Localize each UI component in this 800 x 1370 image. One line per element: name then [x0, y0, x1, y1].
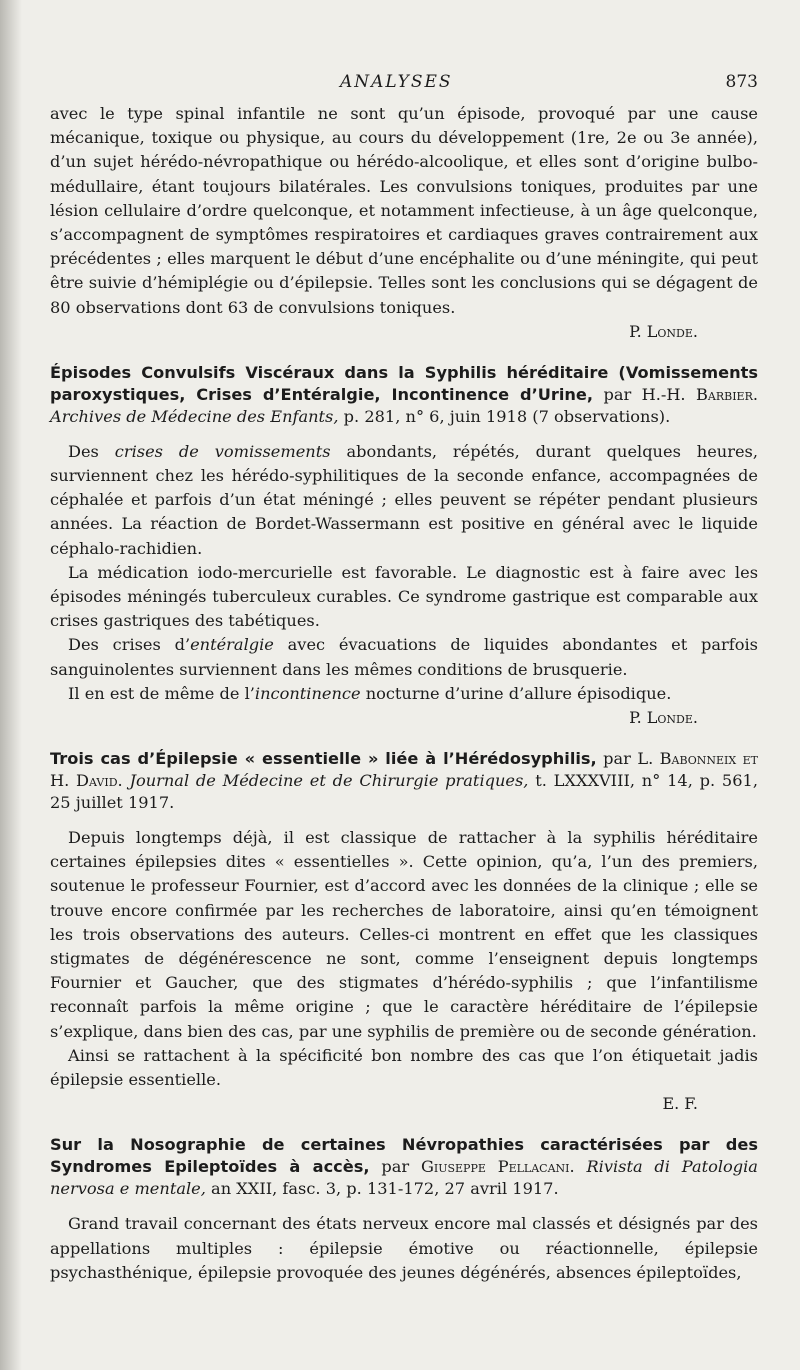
article-1-body: avec le type spinal infantile ne sont qu’un épisode, provoqué par une cause mécanique, toxique ou physique, au cours du développement (1re, 2e ou 3e année), d’un sujet hérédo-névropathique ou hérédo-alcoolique, et elles sont d’origine bulbo-médullaire, étant toujours bilatérales. Les convulsions toniques, produites par une lésion cellulaire d’ordre quelconque, et notamment infectieuse, à un âge quelconque, s’accompagnent de symptômes respiratoires et cardiaques graves contrairement aux précédentes ; elles marquent le début d’une encéphalite ou d’une méningite, qui peut être suivie d’hémiplégie ou d’épilepsie. Telles sont les conclusions qui se dégagent de 80 observations dont 63 de convulsions toniques.: [50, 104, 758, 317]
running-head: [50, 72, 758, 102]
article-2-paragraph-1: [50, 440, 758, 561]
article-4-author: Giuseppe Pellacani.: [420, 1157, 575, 1177]
article-4-reference: an XXII, fasc. 3, p. 131-172, 27 avril 1917.: [211, 1179, 559, 1199]
article-3-heading: [50, 748, 758, 814]
article-2-heading: [50, 362, 758, 428]
article-2-paragraph-2: La médication iodo-mercurielle est favorable. Le diagnostic est à faire avec les épisodes méningés tuberculeux curables. Ce syndrome gastrique est comparable aux crises gastriques des tabétiques.: [50, 562, 758, 631]
article-2-by: par H.-H.: [603, 384, 686, 404]
emphasis-enteralgie: entéralgie: [190, 635, 274, 655]
article-4-journal: Rivista di Patologia nervosa e mentale,: [50, 1157, 758, 1199]
article-3-reference: t. LXXXVIII, n° 14, p. 561, 25 juillet 1917.: [50, 771, 758, 813]
emphasis-crises: crises de vomissements: [114, 441, 331, 461]
article-1-signature: P. Londe.: [629, 321, 698, 341]
article-3-paragraph-1: Depuis longtemps déjà, il est classique de rattacher à la syphilis héréditaire certaines épilepsies dites « essentielles ». Cette opinion, qu’a, l’un des premiers, soutenue le professeur Fournier, est d’accord avec les données de la clinique ; elle se trouve encore confirmée par les recherches de laboratoire, ainsi qu’en témoignent les trois observations des auteurs. Celles-ci montrent en effet que les classiques stigmates de dégénérescence ne sont, comme l’enseignent depuis longtemps Fournier et Gaucher, que des stigmates d’hérédo-syphilis ; que l’infantilisme reconnaît parfois la même origine ; que le caractère héréditaire de l’épilepsie s’explique, dans bien des cas, par une syphilis de première ou de seconde génération.: [50, 828, 758, 1041]
article-4-title: Sur la Nosographie de certaines Névropathies caractérisées par des Syndromes Epileptoïdes à accès,: [50, 1135, 758, 1177]
text-run: Il en est de même de l’: [68, 683, 255, 703]
article-4-by: par: [381, 1157, 410, 1177]
article-3-journal: Journal de Médecine et de Chirurgie pratiques,: [129, 771, 529, 791]
article-3: [50, 748, 758, 1116]
article-4-heading: [50, 1134, 758, 1200]
text-run: abondants, répétés, durant quelques heures, surviennent chez les hérédo-syphilitiques de la seconde enfance, accompagnées de céphalée et parfois d’un état méningé ; elles peuvent se répéter pendant plusieurs années. La réaction de Bordet-Wassermann est positive en général avec le liquide céphalo-rachidien.: [50, 441, 758, 558]
page-number: 873: [725, 72, 758, 92]
article-4: [50, 1134, 758, 1285]
article-2-signature: P. Londe.: [629, 708, 698, 728]
article-2-title: Épisodes Convulsifs Viscéraux dans la Syphilis héréditaire (Vomissements paroxystiques, Crises d’Entéralgie, Incontinence d’Urine,: [50, 362, 758, 404]
text-run: nocturne d’urine d’allure épisodique.: [365, 683, 672, 703]
article-2-journal: Archives de Médecine des Enfants,: [50, 406, 339, 426]
text-run: avec évacuations de liquides abondantes et parfois sanguinolentes surviennent dans les mêmes conditions de brusquerie.: [50, 635, 758, 679]
article-3-paragraph-2: Ainsi se rattachent à la spécificité bon nombre des cas que l’on étiquetait jadis épilepsie essentielle.: [50, 1045, 758, 1090]
emphasis-incontinence: incontinence: [254, 683, 361, 703]
article-3-signature: E. F.: [662, 1094, 698, 1114]
article-2-paragraph-4: [50, 682, 758, 706]
text-run: Des: [68, 441, 99, 461]
article-4-paragraph-1: Grand travail concernant des états nerveux encore mal classés et désignés par des appellations multiples : épilepsie émotive ou réactionnelle, épilepsie psychasthénique, épilepsie provoquée des jeunes dégénérés, absences épileptoïdes,: [50, 1214, 758, 1282]
article-2: [50, 362, 758, 730]
running-head-title: ANALYSES: [340, 72, 453, 92]
article-3-authors: L. Babonneix et H. David.: [50, 749, 759, 791]
text-run: Des crises d’: [68, 635, 191, 655]
article-1: [50, 102, 758, 344]
article-2-reference: p. 281, n° 6, juin 1918 (7 observations).: [343, 406, 671, 426]
article-3-title: Trois cas d’Épilepsie « essentielle » liée à l’Hérédosyphilis,: [50, 749, 597, 769]
binding-shadow: [0, 0, 22, 1370]
article-2-author: Barbier.: [695, 384, 758, 404]
article-2-paragraph-3: [50, 633, 758, 681]
article-3-by: par: [603, 749, 631, 769]
